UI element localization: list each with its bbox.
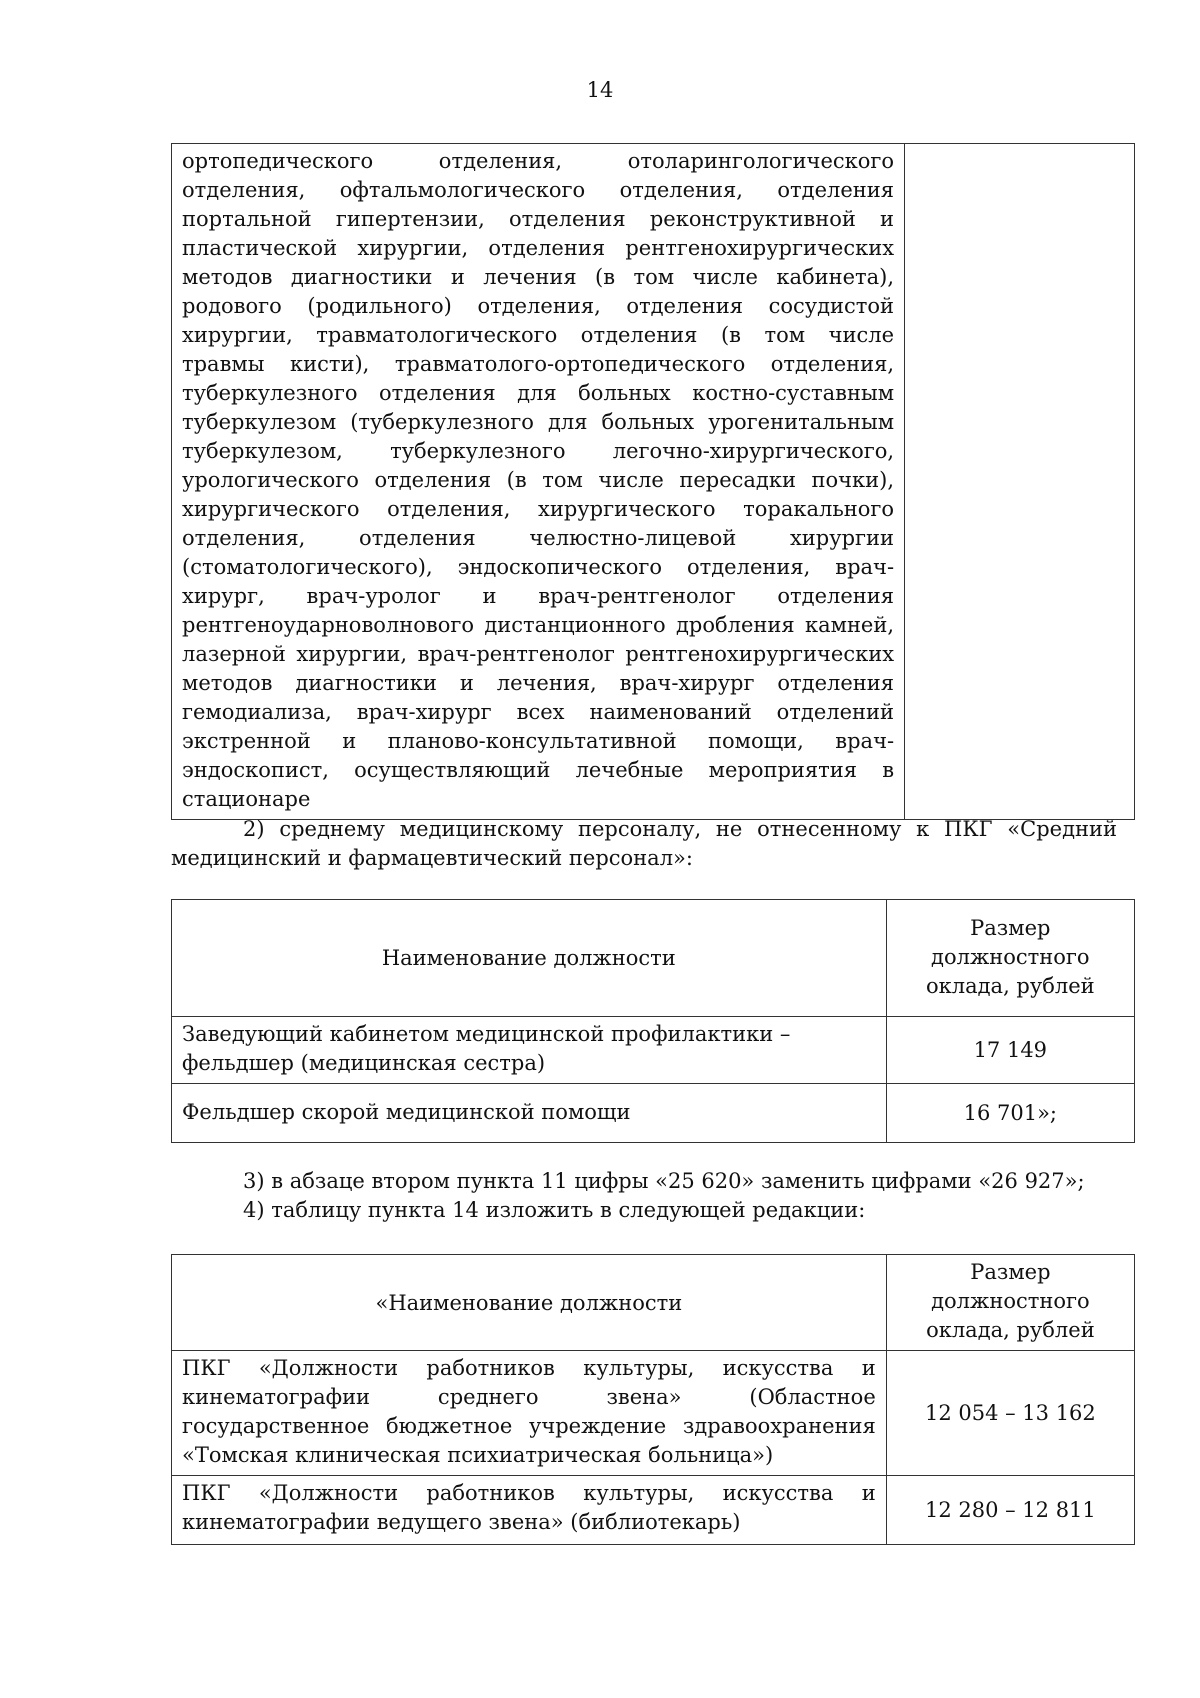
table-header-row xyxy=(172,900,1135,1017)
mid-medical-staff-table xyxy=(171,899,1135,1143)
position-name-cell xyxy=(172,144,905,820)
paragraph-2: 2) среднему медицинскому персоналу, не отнесенному к ПКГ «Средний медицинский и фармацевтический персонал»: xyxy=(171,817,1117,870)
salary-value: 12 280 – 12 811 xyxy=(886,1476,1134,1545)
header-position-name: Наименование должности xyxy=(172,900,887,1017)
position-name: Заведующий кабинетом медицинской профилактики – фельдшер (медицинская сестра) xyxy=(182,1022,791,1075)
position-name: ПКГ «Должности работников культуры, искусства и кинематографии ведущего звена» (библиотекарь) xyxy=(182,1481,876,1534)
salary-value: 17 149 xyxy=(886,1017,1134,1084)
continued-positions-table xyxy=(171,143,1135,820)
table-row xyxy=(172,1017,1135,1084)
table-row xyxy=(172,144,1135,820)
position-name-cell xyxy=(172,1084,887,1143)
paragraph-4: 4) таблицу пункта 14 изложить в следующей редакции: xyxy=(243,1198,866,1222)
salary-value: 16 701»; xyxy=(886,1084,1134,1143)
salary-cell xyxy=(905,144,1135,820)
continued-text: ортопедического отделения, отоларингологического отделения, офтальмологического отделения, отделения портальной гипертензии, отделения реконструктивной и пластической хирургии, отделения рентгенохирургических методов диагностики и лечения (в том числе кабинета), родового (родильного) отделения, отделения сосудистой хирургии, травматологического отделения (в том числе травмы кисти), травматолого-ортопедического отделения, туберкулезного отделения для больных костно-суставным туберкулезом (туберкулезного для больных урогенитальным туберкулезом, туберкулезного легочно-хирургического, урологического отделения (в том числе пересадки почки), хирургического отделения, хирургического торакального отделения, отделения челюстно-лицевой хирургии (стоматологического), эндоскопического отделения, врач-хирург, врач-уролог и врач-рентгенолог отделения рентгеноударноволнового дистанционного дробления камней, лазерной хирургии, врач-рентгенолог рентгенохирургических методов диагностики и лечения, врач-хирург отделения гемодиализа, врач-хирург всех наименований отделений экстренной и планово-консультативной помощи, врач-эндоскопист, осуществляющий лечебные мероприятия в стационаре xyxy=(182,149,895,811)
table-row xyxy=(172,1084,1135,1143)
header-position-name: «Наименование должности xyxy=(172,1255,887,1351)
table-row xyxy=(172,1351,1135,1476)
table-row xyxy=(172,1476,1135,1545)
salary-value: 12 054 – 13 162 xyxy=(886,1351,1134,1476)
header-salary: Размер должностного оклада, рублей xyxy=(886,1255,1134,1351)
page-number: 14 xyxy=(586,78,614,102)
position-name: Фельдшер скорой медицинской помощи xyxy=(182,1099,631,1124)
position-name-cell xyxy=(172,1017,887,1084)
culture-staff-table xyxy=(171,1254,1135,1545)
paragraph-3: 3) в абзаце втором пункта 11 цифры «25 620» заменить цифрами «26 927»; xyxy=(243,1169,1085,1193)
position-name-cell xyxy=(172,1351,887,1476)
position-name: ПКГ «Должности работников культуры, искусства и кинематографии среднего звена» (Областное государственное бюджетное учреждение здравоохранения «Томская клиническая психиатрическая больница») xyxy=(182,1356,876,1467)
position-name-cell xyxy=(172,1476,887,1545)
header-salary: Размер должностного оклада, рублей xyxy=(886,900,1134,1017)
table-header-row xyxy=(172,1255,1135,1351)
